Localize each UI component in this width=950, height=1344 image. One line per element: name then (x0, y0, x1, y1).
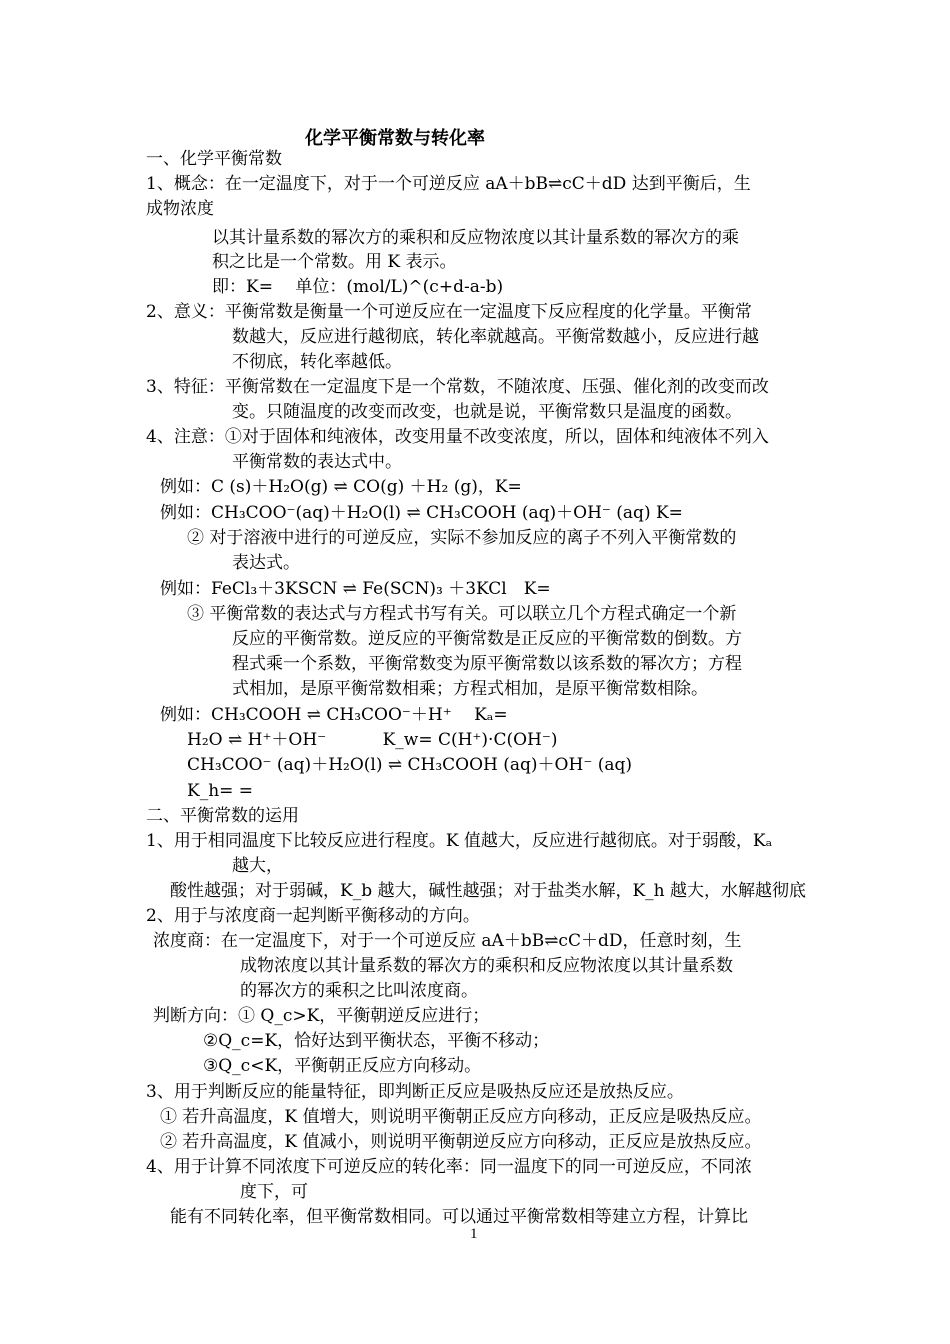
text-line: 2、意义：平衡常数是衡量一个可逆反应在一定温度下反应程度的化学量。平衡常 (146, 302, 752, 322)
text-line: 数越大，反应进行越彻底，转化率就越高。平衡常数越小，反应进行越 (232, 327, 759, 347)
text-line: ② 对于溶液中进行的可逆反应，实际不参加反应的离子不列入平衡常数的 (187, 528, 737, 548)
text-line: 变。只随温度的改变而改变，也就是说，平衡常数只是温度的函数。 (232, 402, 742, 422)
text-line: 例如：CH₃COO⁻(aq)＋H₂O(l) ⇌ CH₃COOH (aq)＋OH⁻ (aq) K= (160, 503, 683, 523)
text-line: 即：K= 单位：(mol/L)^(c+d-a-b) (212, 277, 504, 297)
text-line: 程式乘一个系数，平衡常数变为原平衡常数以该系数的幂次方；方程 (232, 654, 742, 674)
text-line: 能有不同转化率，但平衡常数相同。可以通过平衡常数相等建立方程，计算比 (170, 1207, 748, 1227)
text-line: 积之比是一个常数。用 K 表示。 (212, 252, 457, 272)
text-line: 成物浓度以其计量系数的幂次方的乘积和反应物浓度以其计量系数 (240, 956, 733, 976)
text-line: 3、用于判断反应的能量特征，即判断正反应是吸热反应还是放热反应。 (146, 1082, 684, 1102)
text-line: 例如：FeCl₃＋3KSCN ⇌ Fe(SCN)₃ ＋3KCl K= (160, 579, 551, 599)
text-line: 成物浓度 (146, 199, 214, 219)
text-line: ③Q_c<K，平衡朝正反应方向移动。 (203, 1056, 482, 1076)
text-line: 反应的平衡常数。逆反应的平衡常数是正反应的平衡常数的倒数。方 (232, 629, 742, 649)
text-line: K_h= = (187, 781, 254, 801)
text-line: 式相加，是原平衡常数相乘；方程式相加，是原平衡常数相除。 (232, 679, 708, 699)
page-number: 1 (470, 1226, 478, 1242)
text-line: 表达式。 (232, 553, 300, 573)
text-line: 2、用于与浓度商一起判断平衡移动的方向。 (146, 906, 480, 926)
text-line: 1、概念：在一定温度下，对于一个可逆反应 aA＋bB⇌cC＋dD 达到平衡后，生 (146, 174, 751, 194)
text-line: ②Q_c=K，恰好达到平衡状态，平衡不移动； (203, 1031, 550, 1051)
text-line: ② 若升高温度，K 值减小，则说明平衡朝逆反应方向移动，正反应是放热反应。 (160, 1132, 762, 1152)
text-line: H₂O ⇌ H⁺＋OH⁻ K_w= C(H⁺)·C(OH⁻) (187, 730, 558, 750)
text-line: 4、用于计算不同浓度下可逆反应的转化率：同一温度下的同一可逆反应，不同浓 (146, 1157, 752, 1177)
text-line: ③ 平衡常数的表达式与方程式书写有关。可以联立几个方程式确定一个新 (187, 604, 737, 624)
text-line: 的幂次方的乘积之比叫浓度商。 (240, 981, 478, 1001)
text-line: ① 若升高温度，K 值增大，则说明平衡朝正反应方向移动，正反应是吸热反应。 (160, 1107, 762, 1127)
text-line: 酸性越强；对于弱碱，K_b 越大，碱性越强；对于盐类水解，K_h 越大，水解越彻底 (170, 881, 807, 901)
text-line: 一、化学平衡常数 (146, 149, 282, 169)
text-line: 3、特征：平衡常数在一定温度下是一个常数，不随浓度、压强、催化剂的改变而改 (146, 377, 769, 397)
text-line: 越大， (232, 856, 283, 876)
text-line: 例如：CH₃COOH ⇌ CH₃COO⁻＋H⁺ Kₐ= (160, 705, 508, 725)
text-line: CH₃COO⁻ (aq)＋H₂O(l) ⇌ CH₃COOH (aq)＋OH⁻ (aq) (187, 755, 632, 775)
text-line: 不彻底，转化率越低。 (232, 352, 402, 372)
text-line: 平衡常数的表达式中。 (232, 452, 402, 472)
text-line: 例如：C (s)＋H₂O(g) ⇌ CO(g) ＋H₂ (g)，K= (160, 477, 522, 497)
text-line: 判断方向：① Q_c>K，平衡朝逆反应进行； (153, 1006, 490, 1026)
text-line: 以其计量系数的幂次方的乘积和反应物浓度以其计量系数的幂次方的乘 (212, 228, 739, 248)
text-line: 二、平衡常数的运用 (146, 806, 299, 826)
document-title: 化学平衡常数与转化率 (305, 128, 485, 149)
text-line: 1、用于相同温度下比较反应进行程度。K 值越大，反应进行越彻底。对于弱酸，Kₐ (146, 831, 773, 851)
text-line: 4、注意：①对于固体和纯液体，改变用量不改变浓度，所以，固体和纯液体不列入 (146, 427, 769, 447)
text-line: 浓度商：在一定温度下，对于一个可逆反应 aA＋bB⇌cC＋dD，任意时刻，生 (153, 931, 742, 951)
text-line: 度下，可 (240, 1182, 308, 1202)
